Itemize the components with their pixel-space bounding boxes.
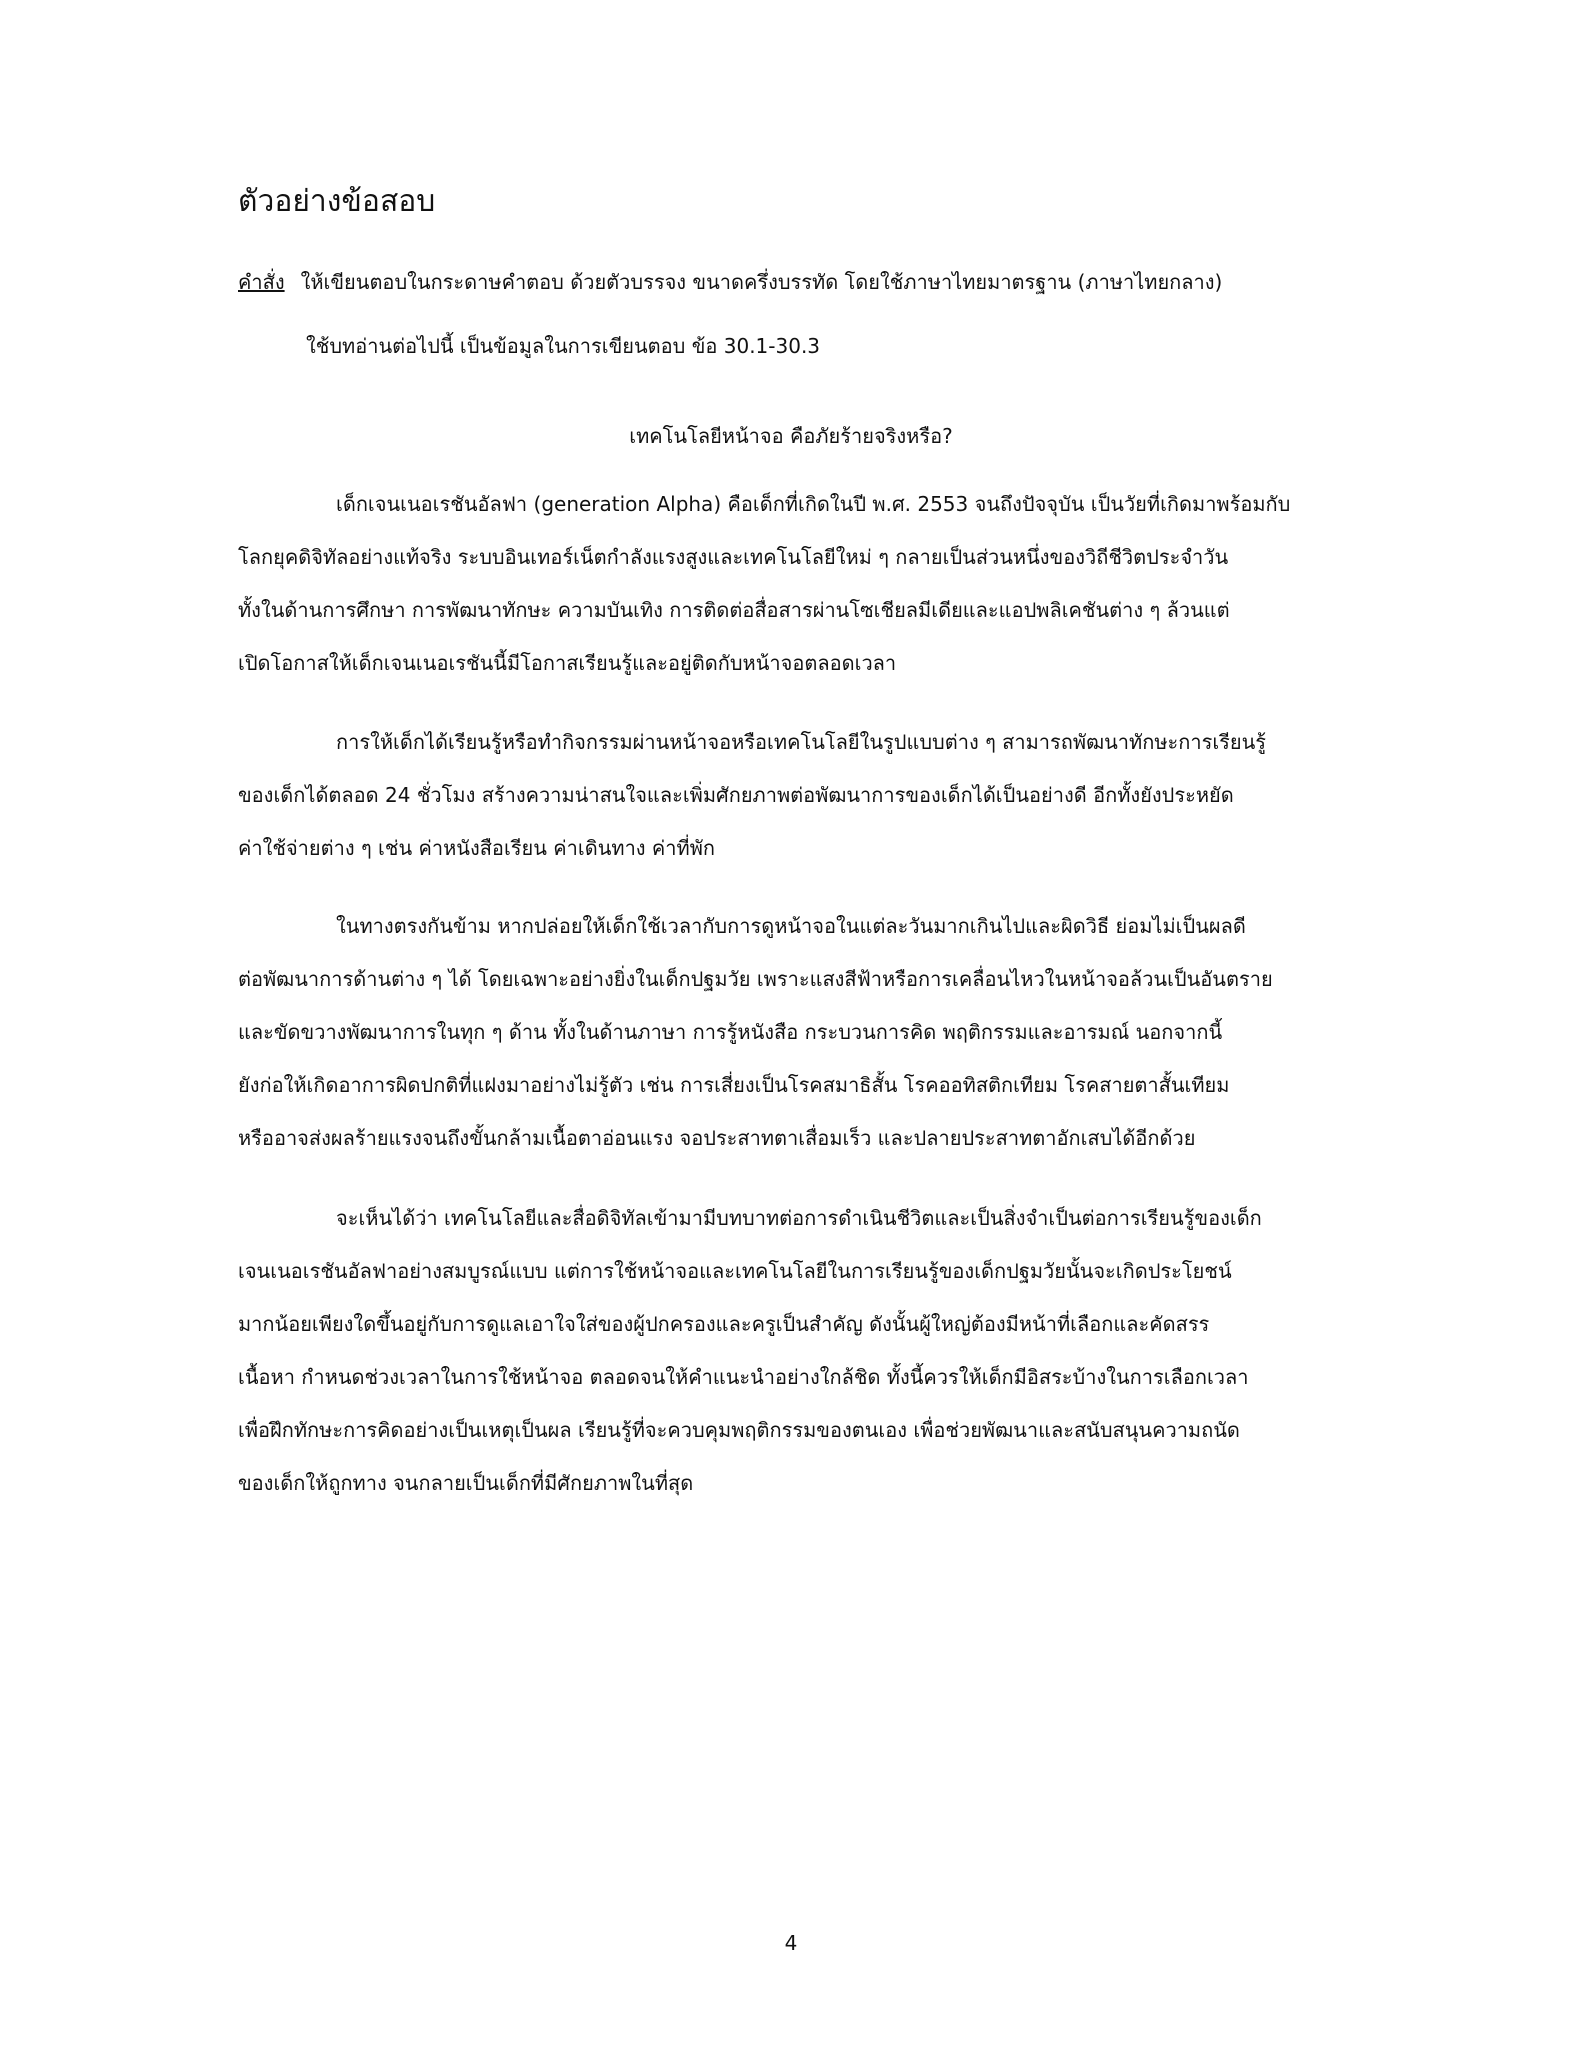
paragraph-line: และขัดขวางพัฒนาการในทุก ๆ ด้าน ทั้งในด้านภาษา การรู้หนังสือ กระบวนการคิด พฤติกรรมและอารมณ์ นอกจากนี้: [238, 1020, 1223, 1044]
article-title: เทคโนโลยีหน้าจอ คือภัยร้ายจริงหรือ?: [629, 424, 953, 448]
page-number: 4: [784, 1931, 798, 1955]
sub-instruction: ใช้บทอ่านต่อไปนี้ เป็นข้อมูลในการเขียนตอบ ข้อ 30.1-30.3: [306, 334, 821, 358]
paragraph-line: มากน้อยเพียงใดขึ้นอยู่กับการดูแลเอาใจใส่ของผู้ปกครองและครูเป็นสำคัญ ดังนั้นผู้ใหญ่ต้องมีหน้าที่เลือกและคัดสรร: [238, 1312, 1210, 1336]
paragraph-line: หรืออาจส่งผลร้ายแรงจนถึงขั้นกล้ามเนื้อตาอ่อนแรง จอประสาทตาเสื่อมเร็ว และปลายประสาทตาอักเสบได้อีกด้วย: [238, 1126, 1196, 1150]
paragraph-line: ต่อพัฒนาการด้านต่าง ๆ ได้ โดยเฉพาะอย่างยิ่งในเด็กปฐมวัย เพราะแสงสีฟ้าหรือการเคลื่อนไหวในหน้าจอล้วนเป็นอันตราย: [238, 967, 1273, 991]
paragraph-line: เนื้อหา กำหนดช่วงเวลาในการใช้หน้าจอ ตลอดจนให้คำแนะนำอย่างใกล้ชิด ทั้งนี้ควรให้เด็กมีอิสระบ้างในการเลือกเวลา: [238, 1365, 1249, 1389]
paragraph-line: เด็กเจนเนอเรชันอัลฟา (generation Alpha) คือเด็กที่เกิดในปี พ.ศ. 2553 จนถึงปัจจุบัน เป็นวัยที่เกิดมาพร้อมกับ: [336, 492, 1291, 516]
paragraph-2: [238, 716, 1358, 875]
paragraph-line: โลกยุคดิจิทัลอย่างแท้จริง ระบบอินเทอร์เน็ตกำลังแรงสูงและเทคโนโลยีใหม่ ๆ กลายเป็นส่วนหนึ่งของวิถีชีวิตประจำวัน: [238, 545, 1229, 569]
paragraph-4: [238, 1192, 1358, 1510]
instruction-text: ให้เขียนตอบในกระดาษคำตอบ ด้วยตัวบรรจง ขนาดครึ่งบรรทัด โดยใช้ภาษาไทยมาตรฐาน (ภาษาไทยกลาง): [300, 270, 1223, 294]
instruction-label: คำสั่ง: [238, 270, 285, 294]
paragraph-line: ในทางตรงกันข้าม หากปล่อยให้เด็กใช้เวลากับการดูหน้าจอในแต่ละวันมากเกินไปและผิดวิธี ย่อมไม่เป็นผลดี: [336, 914, 1246, 938]
paragraph-line: ของเด็กให้ถูกทาง จนกลายเป็นเด็กที่มีศักยภาพในที่สุด: [238, 1471, 694, 1495]
paragraph-line: ของเด็กได้ตลอด 24 ชั่วโมง สร้างความน่าสนใจและเพิ่มศักยภาพต่อพัฒนาการของเด็กได้เป็นอย่างดี อีกทั้งยังประหยัด: [238, 783, 1234, 807]
paragraph-line: เปิดโอกาสให้เด็กเจนเนอเรชันนี้มีโอกาสเรียนรู้และอยู่ติดกับหน้าจอตลอดเวลา: [238, 651, 897, 675]
paragraph-line: การให้เด็กได้เรียนรู้หรือทำกิจกรรมผ่านหน้าจอหรือเทคโนโลยีในรูปแบบต่าง ๆ สามารถพัฒนาทักษะการเรียนรู้: [336, 730, 1267, 754]
paragraph-line: จะเห็นได้ว่า เทคโนโลยีและสื่อดิจิทัลเข้ามามีบทบาทต่อการดำเนินชีวิตและเป็นสิ่งจำเป็นต่อการเรียนรู้ของเด็ก: [336, 1206, 1262, 1230]
instruction: [238, 266, 1222, 298]
paragraph-line: เพื่อฝึกทักษะการคิดอย่างเป็นเหตุเป็นผล เรียนรู้ที่จะควบคุมพฤติกรรมของตนเอง เพื่อช่วยพัฒนาและสนับสนุนความถนัด: [238, 1418, 1240, 1442]
paragraph-line: ทั้งในด้านการศึกษา การพัฒนาทักษะ ความบันเทิง การติดต่อสื่อสารผ่านโซเชียลมีเดียและแอปพลิเคชันต่าง ๆ ล้วนแต่: [238, 598, 1230, 622]
paragraph-line: เจนเนอเรชันอัลฟาอย่างสมบูรณ์แบบ แต่การใช้หน้าจอและเทคโนโลยีในการเรียนรู้ของเด็กปฐมวัยนั้นจะเกิดประโยชน์: [238, 1259, 1232, 1283]
paragraph-3: [238, 900, 1358, 1165]
page-heading: ตัวอย่างข้อสอบ: [238, 184, 436, 219]
paragraph-line: ยังก่อให้เกิดอาการผิดปกติที่แฝงมาอย่างไม่รู้ตัว เช่น การเสี่ยงเป็นโรคสมาธิสั้น โรคออทิสติกเทียม โรคสายตาสั้นเทียม: [238, 1073, 1230, 1097]
paragraph-1: [238, 478, 1358, 690]
paragraph-line: ค่าใช้จ่ายต่าง ๆ เช่น ค่าหนังสือเรียน ค่าเดินทาง ค่าที่พัก: [238, 836, 716, 860]
